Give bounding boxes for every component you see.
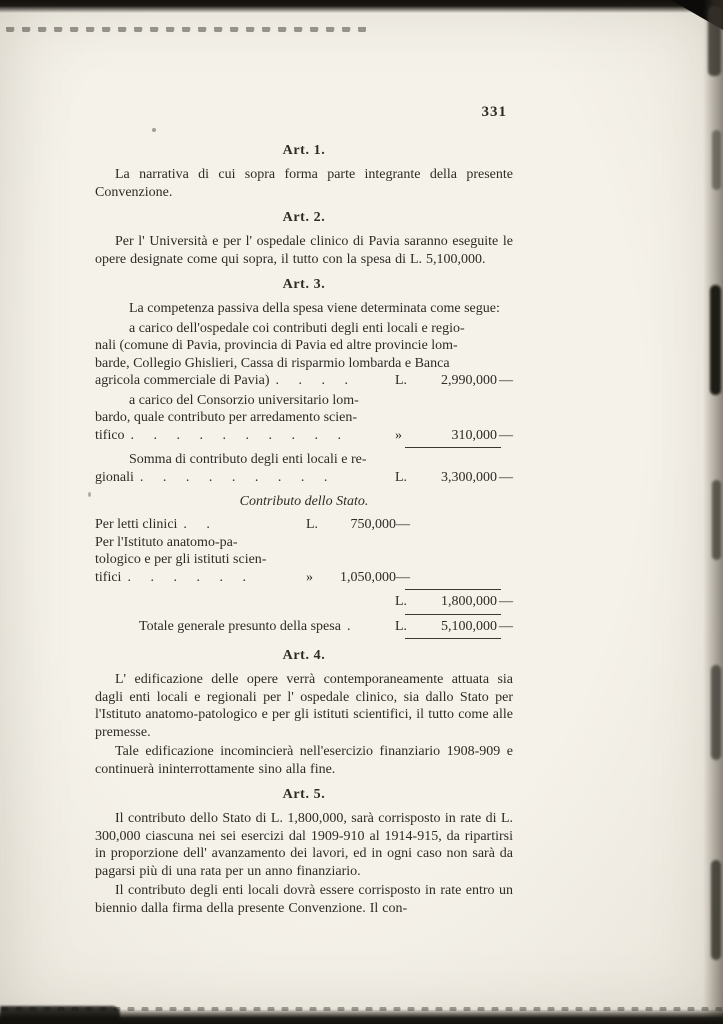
amount-row	[95, 469, 513, 487]
text-line: Per l'Istituto anatomo-pa-	[95, 534, 238, 550]
article-2-text: Per l' Università e per l' ospedale clinico di Pavia saranno eseguite le opere designate come qui sopra, il tutto con la spesa di L. 5,100,000.	[95, 234, 513, 267]
article-4-text: L' edificazione delle opere verrà contemporaneamente attuata sia dagli enti locali e regionali per l' ospedale clinico, sia dallo Stato per l'Istituto anatomo-patologico e per gli istituti scientifici, il tutto come alle premesse.	[95, 672, 513, 740]
sum-rule	[405, 638, 501, 639]
dot-leader: . . . .	[275, 373, 349, 388]
scan-artifact-top-edge	[0, 0, 723, 13]
currency-label: »	[395, 427, 402, 443]
dash-mark: —	[396, 517, 410, 532]
scan-artifact-bottom-left-blob	[0, 1006, 120, 1024]
article-5-text: Il contributo degli enti locali dovrà essere corrisposto in rate entro un biennio dalla firma della presente Convenzione. Il con-	[95, 883, 513, 916]
text-line: tologico e per gli istituti scien-	[95, 552, 267, 567]
text-line: tifico	[95, 427, 125, 443]
page-content	[95, 104, 513, 919]
sum-rule	[405, 447, 501, 448]
article-3-intro: La competenza passiva della spesa viene determinata come segue:	[129, 301, 500, 316]
amount-row	[95, 516, 410, 534]
text-line: tifici	[95, 569, 122, 585]
scan-artifact-bottom-speckles	[0, 1007, 723, 1011]
cost-sum-local	[95, 451, 513, 486]
dot-leader: . . . . . . . . .	[139, 469, 328, 485]
scan-artifact-right-blob	[710, 285, 721, 395]
dash-mark: —	[499, 427, 513, 443]
currency-label: L.	[395, 618, 408, 634]
dash-mark: —	[499, 594, 513, 609]
text-line: nali (comune di Pavia, provincia di Pavia ed altre provincie lom-	[95, 338, 458, 353]
dot-leader: . . . . . .	[127, 569, 246, 585]
scan-artifact-right-blob	[712, 130, 721, 190]
text-line: gionali	[95, 469, 134, 485]
cost-entry-consorzio	[95, 392, 513, 445]
sum-rule	[405, 614, 501, 615]
dash-mark: —	[499, 373, 513, 388]
article-4-heading: Art. 4.	[282, 648, 326, 663]
article-4-text: Tale edificazione incomincierà nell'esercizio finanziario 1908-909 e continuerà ininterrottamente sino alla fine.	[95, 744, 513, 777]
text-line: Totale generale presunto della spesa	[139, 618, 341, 634]
scan-artifact-right-blob	[708, 6, 721, 76]
dash-mark: —	[499, 469, 513, 485]
amount-value: 5,100,000	[441, 618, 497, 634]
grand-total-row	[95, 618, 513, 636]
article-1-heading: Art. 1.	[282, 143, 326, 158]
text-line: a carico del Consorzio universitario lom-	[129, 392, 359, 408]
text-line: a carico dell'ospedale coi contributi degli enti locali e regio-	[129, 320, 465, 336]
amount-row	[95, 372, 513, 390]
text-line: barde, Collegio Ghislieri, Cassa di risparmio lombarda e Banca	[95, 355, 450, 371]
currency-label: L.	[395, 469, 408, 485]
article-3-heading: Art. 3.	[282, 277, 326, 292]
scan-artifact-bottom-edge	[0, 1009, 723, 1024]
state-contribution-block	[95, 516, 410, 586]
text-line: Per letti clinici	[95, 517, 178, 532]
article-2-heading: Art. 2.	[282, 210, 326, 225]
dot-leader: . .	[183, 517, 210, 532]
text-line: agricola commerciale di Pavia)	[95, 373, 270, 388]
state-contribution-heading: Contributo dello Stato.	[239, 494, 369, 509]
sum-rule	[405, 589, 501, 590]
scan-artifact-right-blob	[711, 860, 721, 960]
state-subtotal-row	[95, 593, 513, 611]
amount-value: 310,000	[451, 427, 497, 443]
dash-mark: —	[499, 618, 513, 634]
scan-artifact-top-speckles	[6, 27, 366, 32]
page-number: 331	[481, 104, 507, 120]
scan-artifact-right-blob	[711, 665, 721, 760]
currency-label: »	[306, 569, 313, 585]
amount-value: 750,000	[350, 517, 396, 532]
amount-value: 3,300,000	[441, 469, 497, 485]
scan-artifact-right-edge	[703, 0, 723, 1024]
currency-label: L.	[395, 594, 408, 609]
dot-leader: . . . . . . . . . .	[130, 427, 342, 443]
amount-row	[95, 569, 410, 587]
currency-label: L.	[395, 373, 408, 388]
article-5-heading: Art. 5.	[282, 787, 326, 802]
amount-value: 2,990,000	[441, 373, 497, 388]
dash-mark: —	[396, 569, 410, 585]
scan-artifact-right-blob	[712, 480, 721, 560]
text-line: Somma di contributo degli enti locali e re-	[129, 452, 367, 467]
currency-label: L.	[306, 517, 319, 532]
amount-value: 1,050,000	[340, 569, 396, 585]
text-line: bardo, quale contributo per arredamento scien-	[95, 410, 358, 425]
article-1-text: La narrativa di cui sopra forma parte integrante della presente Convenzione.	[95, 167, 513, 200]
scan-artifact-speck	[88, 492, 91, 497]
scan-artifact-corner-fold	[671, 0, 723, 30]
dot-leader: .	[346, 618, 351, 634]
amount-value: 1,800,000	[441, 594, 497, 609]
cost-entry-hospital	[95, 320, 513, 390]
article-5-text: Il contributo dello Stato di L. 1,800,000, sarà corrisposto in rate di L. 300,000 ciascuna nei sei esercizi dal 1909-910 al 1914-915, da ripartirsi in proporzione dell' avanzamento dei lavori, ed in ogni caso non sarà da pagarsi più di una rata per un anno finanziario.	[95, 811, 513, 879]
amount-row	[95, 427, 513, 445]
